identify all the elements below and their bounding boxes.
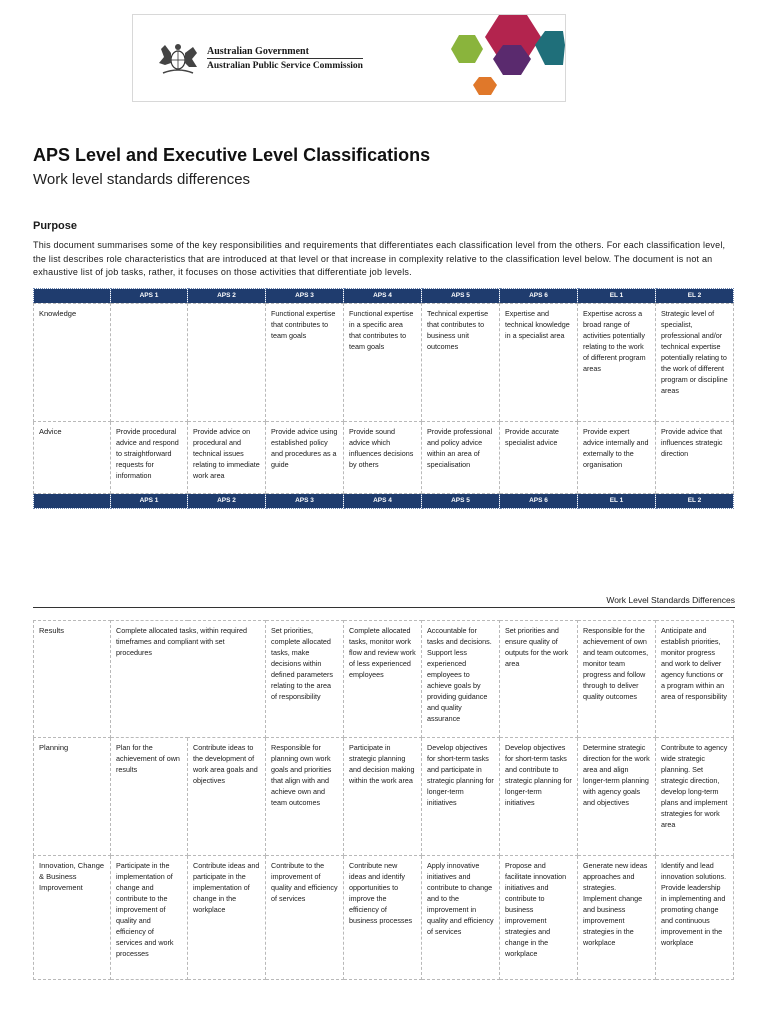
header-blank <box>34 289 111 304</box>
table-cell: Develop objectives for short-term tasks and contribute to strategic planning for longer-term initiatives <box>500 738 578 856</box>
header-banner <box>132 14 566 102</box>
table-cell: Technical expertise that contributes to business unit outcomes <box>422 304 500 422</box>
table-cell: Provide professional and policy advice within an area of specialisation <box>422 422 500 494</box>
table-cell: Functional expertise in a specific area that contributes to team goals <box>344 304 422 422</box>
table-cell: Anticipate and establish priorities, monitor progress and work to deliver agency functions or a program within an area of responsibility <box>656 621 734 738</box>
level-header: APS 2 <box>188 289 266 304</box>
table-cell: Contribute to agency wide strategic planning. Set strategic direction, develop long-term plans and implement strategies for work area <box>656 738 734 856</box>
table-cell: Accountable for tasks and decisions. Support less experienced employees to achieve goals by providing guidance and quality assurance <box>422 621 500 738</box>
level-header: APS 3 <box>266 289 344 304</box>
table-cell: Contribute new ideas and identify opportunities to improve the efficiency of business processes <box>344 856 422 980</box>
table-cell <box>111 304 188 422</box>
classification-table-knowledge-advice <box>33 288 734 509</box>
table-cell: Identify and lead innovation solutions. Provide leadership in implementing and promoting change and continuous improvement in the workplace <box>656 856 734 980</box>
hexagon-shape <box>451 35 483 63</box>
table-cell: Determine strategic direction for the work area and align longer-term planning with agency goals and objectives <box>578 738 656 856</box>
table-cell: Contribute to the improvement of quality and efficiency of services <box>266 856 344 980</box>
table-cell <box>188 304 266 422</box>
table-row-innovation <box>34 856 734 980</box>
level-header: APS 1 <box>111 289 188 304</box>
document-title: APS Level and Executive Level Classifications <box>33 145 431 165</box>
table-cell: Complete allocated tasks, monitor work flow and review work of less experienced employees <box>344 621 422 738</box>
level-header-row <box>34 289 734 304</box>
table-cell: Responsible for the achievement of own and team outcomes, monitor team progress and follow through to deliver quality outcomes <box>578 621 656 738</box>
divider-line <box>33 607 735 608</box>
table-cell: Provide accurate specialist advice <box>500 422 578 494</box>
level-footer-row <box>34 494 734 509</box>
level-header: EL 1 <box>578 494 656 509</box>
table-cell: Functional expertise that contributes to team goals <box>266 304 344 422</box>
row-label: Advice <box>34 422 111 494</box>
table-cell: Set priorities, complete allocated tasks, make decisions within defined parameters relating to the area of responsibility <box>266 621 344 738</box>
level-header: APS 2 <box>188 494 266 509</box>
level-header: EL 1 <box>578 289 656 304</box>
table-cell: Contribute ideas and participate in the implementation of change in the workplace <box>188 856 266 980</box>
table-cell: Provide advice using established policy and procedures as a guide <box>266 422 344 494</box>
table-row-planning <box>34 738 734 856</box>
table-cell: Develop objectives for short-term tasks and participate in strategic planning for longer-term initiatives <box>422 738 500 856</box>
table-cell: Provide procedural advice and respond to straightforward requests for information <box>111 422 188 494</box>
table-cell: Provide sound advice which influences decisions by others <box>344 422 422 494</box>
level-header: APS 1 <box>111 494 188 509</box>
table-cell: Plan for the achievement of own results <box>111 738 188 856</box>
level-header: APS 4 <box>344 494 422 509</box>
page-running-header: Work Level Standards Differences <box>606 595 735 605</box>
row-label: Planning <box>34 738 111 856</box>
header-blank <box>34 494 111 509</box>
document-subtitle: Work level standards differences <box>33 171 251 188</box>
table-cell: Participate in strategic planning and decision making within the work area <box>344 738 422 856</box>
table-cell: Expertise across a broad range of activities potentially relating to the work of different program areas <box>578 304 656 422</box>
row-label: Innovation, Change & Business Improvement <box>34 856 111 980</box>
coat-of-arms-icon <box>155 39 201 77</box>
table-cell-merged: Complete allocated tasks, within required timeframes and compliant with set procedures <box>111 621 266 738</box>
table-row-results <box>34 621 734 738</box>
level-header: APS 4 <box>344 289 422 304</box>
table-cell: Generate new ideas approaches and strategies. Implement change and business improvement strategies in the workplace <box>578 856 656 980</box>
level-header: APS 5 <box>422 494 500 509</box>
table-cell: Set priorities and ensure quality of outputs for the work area <box>500 621 578 738</box>
level-header: EL 2 <box>656 494 734 509</box>
government-name: Australian Government <box>207 46 363 59</box>
table-cell: Expertise and technical knowledge in a specialist area <box>500 304 578 422</box>
table-cell: Provide advice on procedural and technical issues relating to immediate work area <box>188 422 266 494</box>
hexagon-shape <box>473 77 497 95</box>
decorative-hexagons <box>445 15 565 101</box>
level-header: EL 2 <box>656 289 734 304</box>
purpose-heading: Purpose <box>33 220 78 232</box>
table-cell: Provide advice that influences strategic direction <box>656 422 734 494</box>
level-header: APS 5 <box>422 289 500 304</box>
table-cell: Participate in the implementation of change and contribute to the improvement of quality and efficiency of services and work processes <box>111 856 188 980</box>
purpose-paragraph: This document summarises some of the key responsibilities and requirements that differentiates each classification level from the others. For each classification level, the list describes role characteristics that are introduced at that level or that increase in complexity relative to the classification level below. The document is not an exhaustive list of job tasks, rather, it focuses on those activities that differentiate job levels. <box>33 240 726 277</box>
agency-name: Australian Public Service Commission <box>207 60 363 71</box>
level-header: APS 6 <box>500 494 578 509</box>
table-row-knowledge <box>34 304 734 422</box>
table-cell: Apply innovative initiatives and contribute to change and to the improvement in quality and efficiency of services <box>422 856 500 980</box>
table-cell: Propose and facilitate innovation initiatives and contribute to business improvement strategies and change in the workplace <box>500 856 578 980</box>
table-cell: Responsible for planning own work goals and priorities that align with and achieve own and team outcomes <box>266 738 344 856</box>
level-header: APS 6 <box>500 289 578 304</box>
level-header: APS 3 <box>266 494 344 509</box>
row-label: Knowledge <box>34 304 111 422</box>
table-cell: Strategic level of specialist, professional and/or technical expertise potentially relating to the work of different program or discipline areas <box>656 304 734 422</box>
row-label: Results <box>34 621 111 738</box>
classification-table-results-planning-innovation <box>33 620 734 980</box>
table-row-advice <box>34 422 734 494</box>
table-cell: Contribute ideas to the development of work area goals and objectives <box>188 738 266 856</box>
table-cell: Provide expert advice internally and externally to the organisation <box>578 422 656 494</box>
government-logo <box>155 39 363 77</box>
